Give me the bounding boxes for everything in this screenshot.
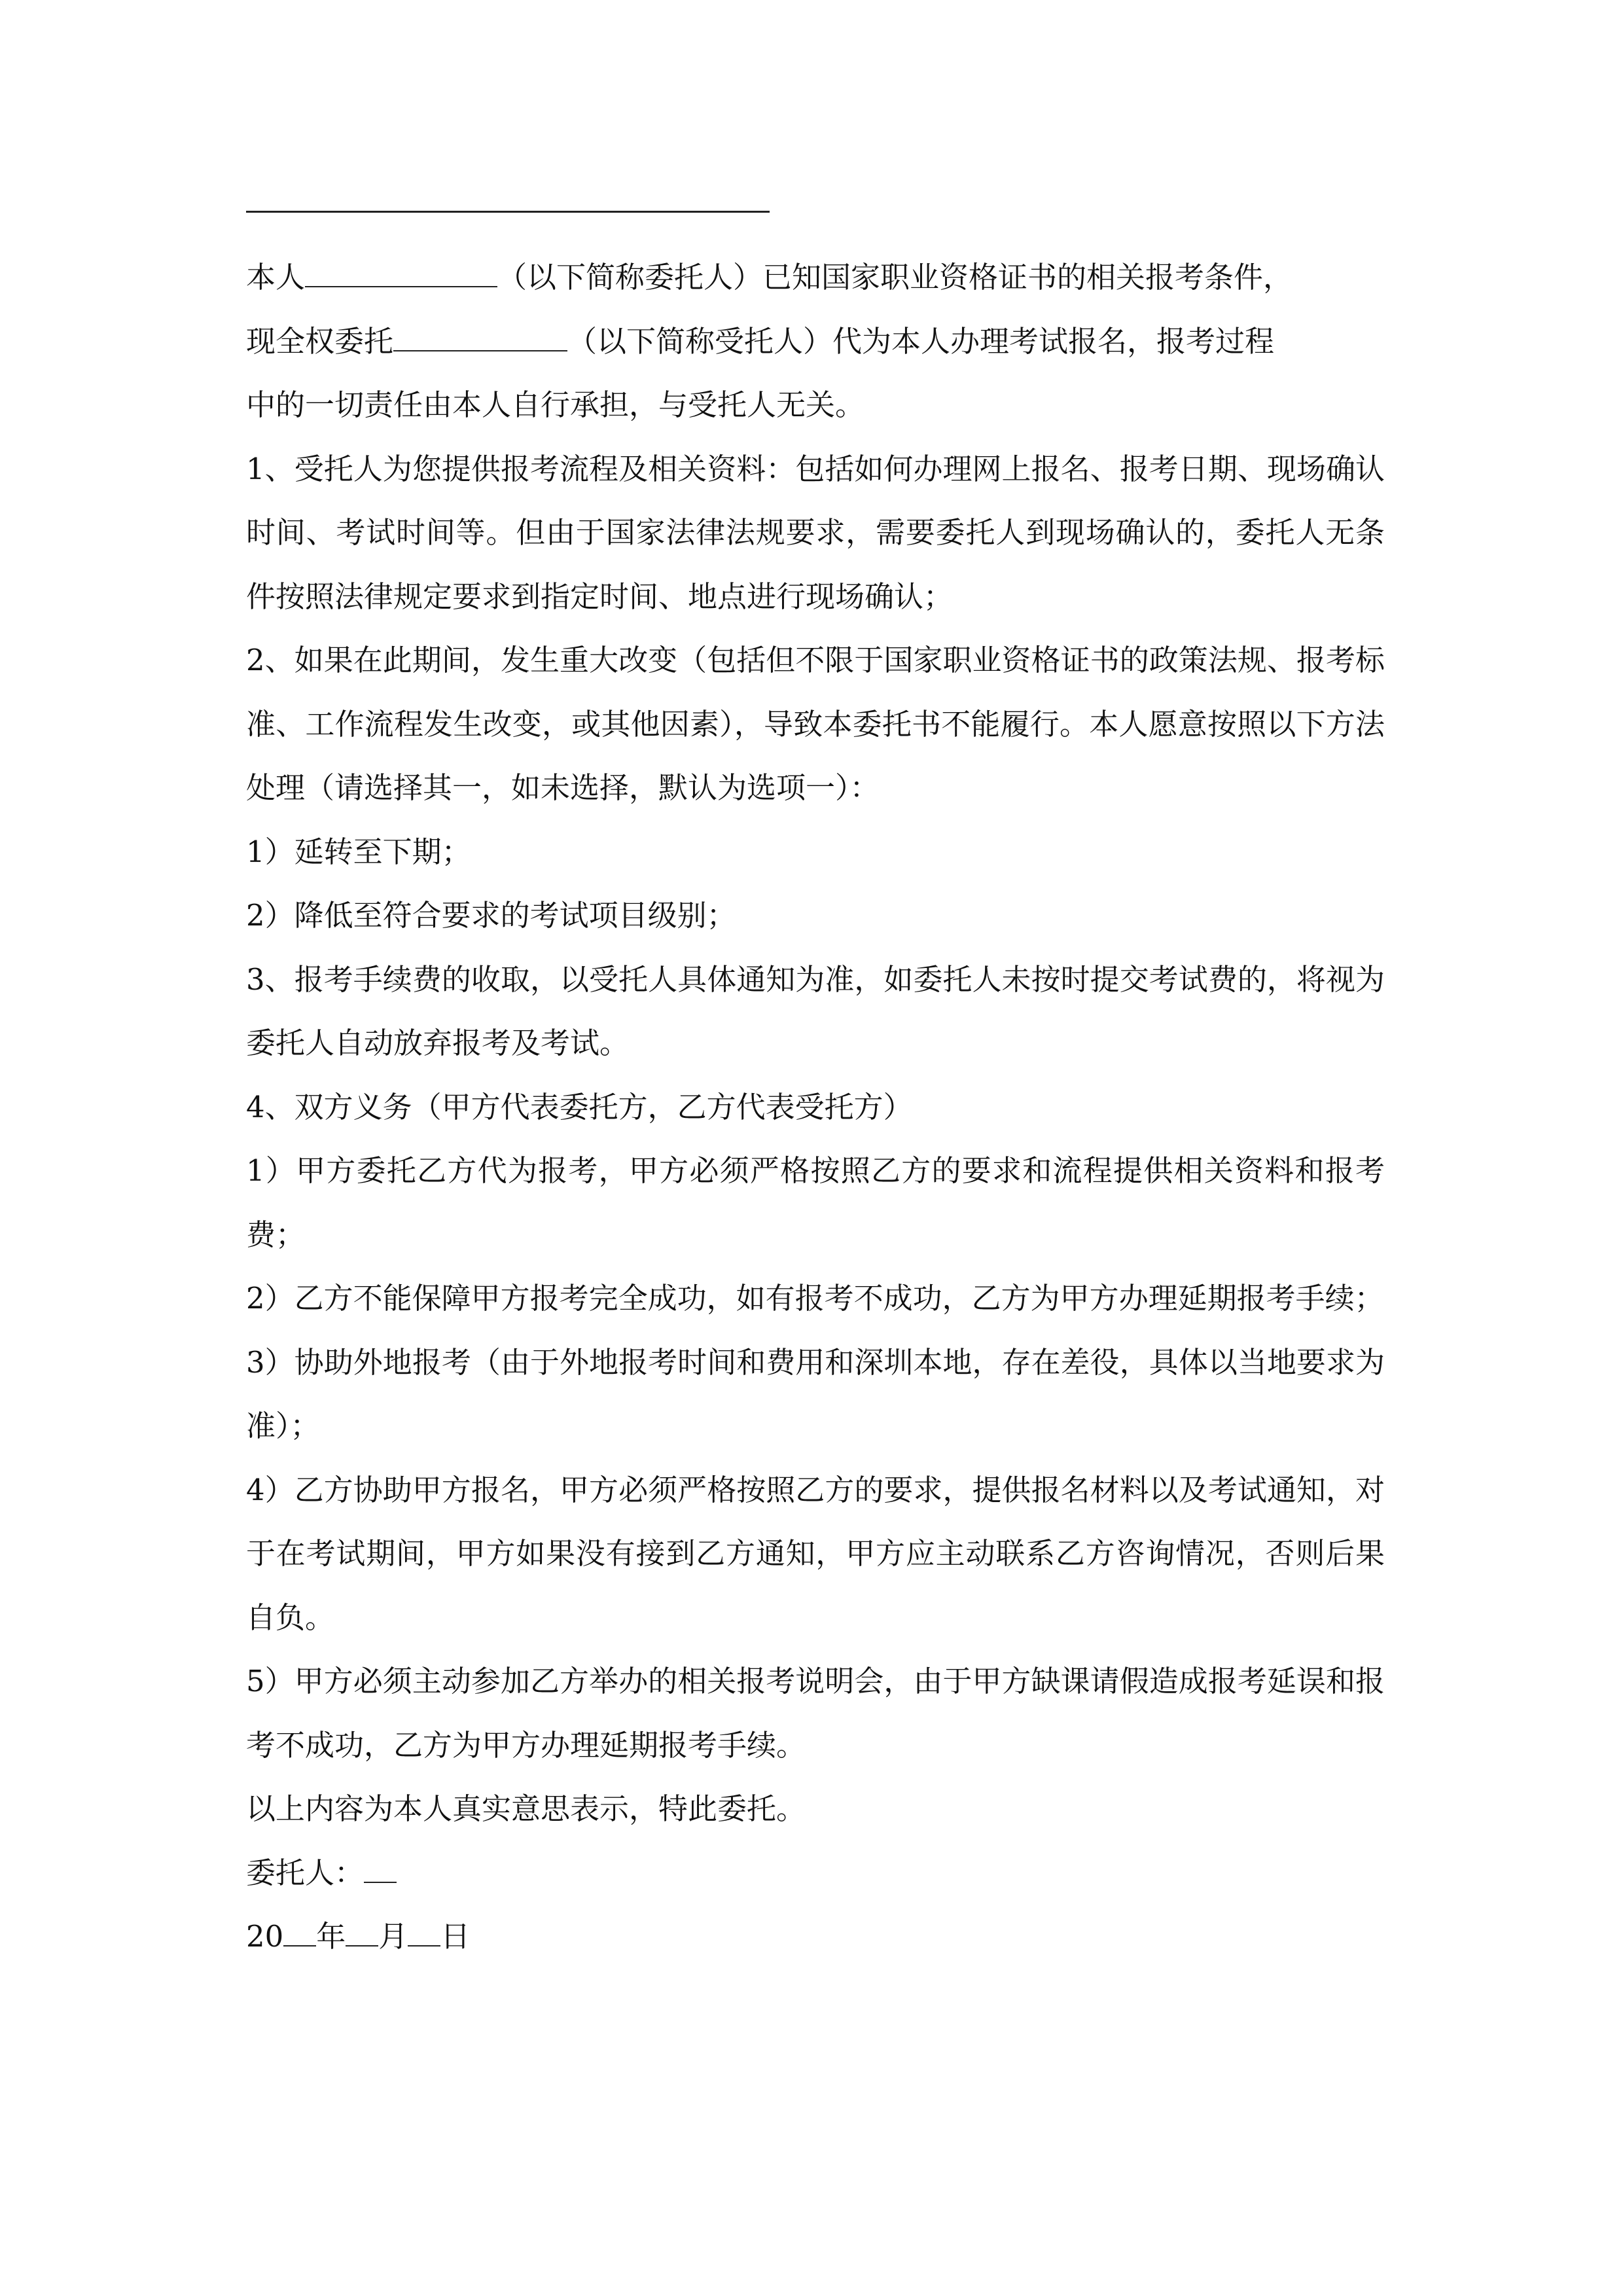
agent-name-blank[interactable] — [393, 321, 567, 351]
obligation-4: 4）乙方协助甲方报名，甲方必须严格按照乙方的要求，提供报名材料以及考试通知，对于在考试期间，甲方如果没有接到乙方通知，甲方应主动联系乙方咨询情况，否则后果自负。 — [246, 1472, 1385, 1635]
clause-1: 1、受托人为您提供报考流程及相关资料：包括如何办理网上报名、报考日期、现场确认时间、考试时间等。但由于国家法律法规要求，需要委托人到现场确认的，委托人无条件按照法律规定要求到指定时间、地点进行现场确认； — [246, 451, 1385, 614]
signature-line — [246, 1841, 1385, 1905]
document-page — [246, 211, 1385, 1969]
obligation-1: 1）甲方委托乙方代为报考，甲方必须严格按照乙方的要求和流程提供相关资料和报考费； — [246, 1153, 1385, 1252]
signature-blank[interactable] — [364, 1852, 397, 1883]
day-label: 日 — [440, 1919, 471, 1954]
paragraph: 中的一切责任由本人自行承担，与受托人无关。 — [246, 387, 865, 422]
clause-2: 2、如果在此期间，发生重大改变（包括但不限于国家职业资格证书的政策法规、报考标准、工作流程发生改变，或其他因素），导致本委托书不能履行。本人愿意按照以下方法处理（请选择其一，如未选择，默认为选项一）： — [246, 643, 1385, 805]
paragraph-text: （以下简称受托人）代为本人办理考试报名，报考过程 — [567, 323, 1275, 359]
clause-4: 4、双方义务（甲方代表委托方，乙方代表受托方） — [246, 1089, 913, 1124]
principal-name-blank[interactable] — [305, 257, 497, 287]
option-2: 2）降低至符合要求的考试项目级别； — [246, 898, 736, 933]
paragraph-agent — [246, 310, 1385, 374]
paragraph-text: 现全权委托 — [246, 323, 394, 359]
top-rule-line — [246, 211, 770, 213]
date-prefix: 20 — [246, 1919, 284, 1954]
month-blank[interactable] — [346, 1916, 378, 1946]
signature-label: 委托人： — [246, 1855, 365, 1890]
month-label: 月 — [378, 1919, 408, 1954]
statement: 以上内容为本人真实意思表示，特此委托。 — [246, 1791, 806, 1826]
paragraph-principal — [246, 245, 1385, 310]
clause-3: 3、报考手续费的收取，以受托人具体通知为准，如委托人未按时提交考试费的，将视为委托人自动放弃报考及考试。 — [246, 961, 1385, 1060]
obligation-5: 5）甲方必须主动参加乙方举办的相关报考说明会，由于甲方缺课请假造成报考延误和报考不成功，乙方为甲方办理延期报考手续。 — [246, 1664, 1385, 1763]
option-1: 1）延转至下期； — [246, 834, 471, 869]
year-blank[interactable] — [283, 1916, 316, 1946]
date-line — [246, 1905, 1385, 1969]
day-blank[interactable] — [408, 1916, 440, 1946]
obligation-2: 2）乙方不能保障甲方报考完全成功，如有报考不成功，乙方为甲方办理延期报考手续； — [246, 1281, 1384, 1316]
paragraph-text: （以下简称委托人）已知国家职业资格证书的相关报考条件， — [497, 260, 1293, 295]
year-label: 年 — [316, 1919, 346, 1954]
obligation-3: 3）协助外地报考（由于外地报考时间和费用和深圳本地，存在差役，具体以当地要求为准）； — [246, 1344, 1385, 1443]
paragraph-text: 本人 — [246, 260, 306, 295]
